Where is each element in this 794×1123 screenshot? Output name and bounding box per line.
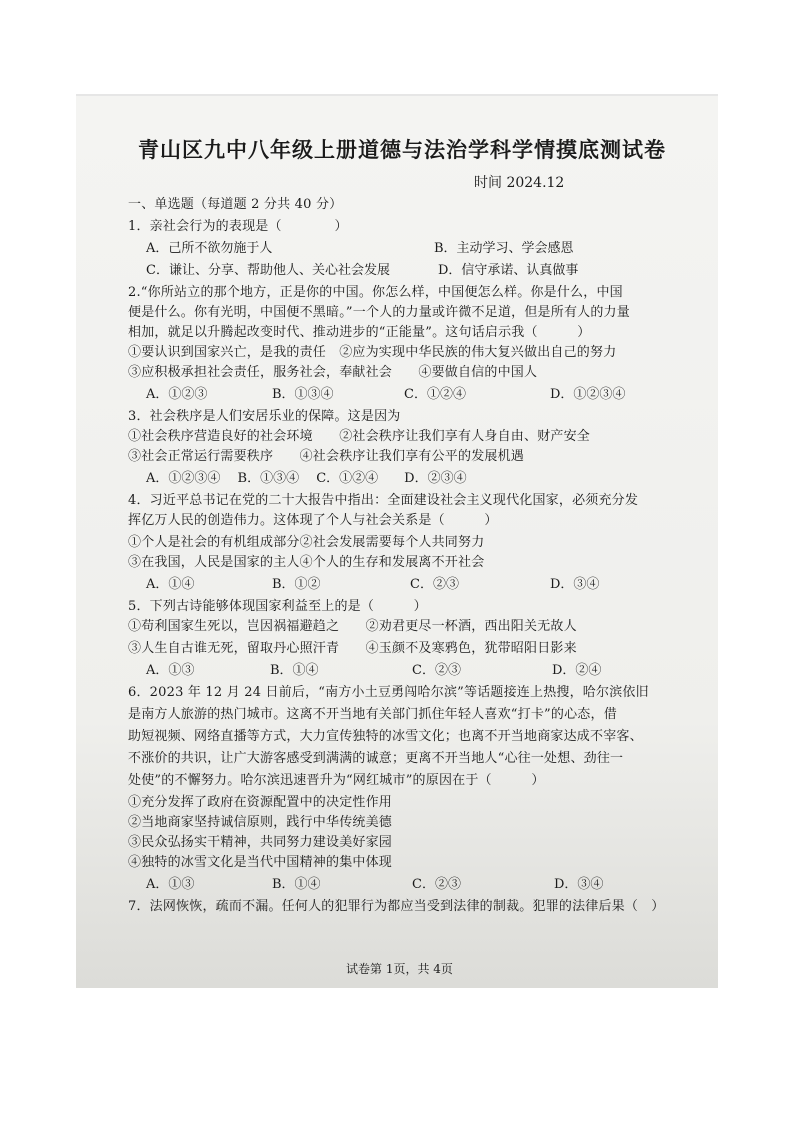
q4-statement-1: ①个人是社会的有机组成部分②社会发展需要每个人共同努力 bbox=[128, 535, 485, 550]
q6-option-b: B．①④ bbox=[272, 877, 321, 892]
section-heading: 一、单选题（每道题 2 分共 40 分） bbox=[128, 197, 343, 212]
q6-line-4: 不涨价的共识，让广大游客感受到满满的诚意；更离不开当地人“心往一处想、劲往一 bbox=[128, 751, 624, 766]
q1-option-c: C．谦让、分享、帮助他人、关心社会发展 bbox=[146, 263, 390, 278]
q6-option-c: C．②③ bbox=[412, 877, 461, 892]
q4-statement-2: ③在我国，人民是国家的主人④个人的生存和发展离不开社会 bbox=[128, 555, 485, 570]
q6-line-1: 6．2023 年 12 月 24 日前后，“南方小土豆勇闯哈尔滨”等话题接连上热搜，哈尔滨依旧 bbox=[128, 685, 649, 700]
q4-line-1: 4．习近平总书记在党的二十大报告中指出：全面建设社会主义现代化国家，必须充分发 bbox=[128, 493, 639, 508]
q2-line-3: 相加，就足以升腾起改变时代、推动进步的“正能量”。这句话启示我（ ） bbox=[128, 325, 591, 340]
q7-stem: 7．法网恢恢，疏而不漏。任何人的犯罪行为都应当受到法律的制裁。犯罪的法律后果（ ） bbox=[128, 899, 665, 914]
q3-statement-2: ③社会正常运行需要秩序 ④社会秩序让我们享有公平的发展机遇 bbox=[128, 449, 525, 464]
q6-line-3: 助短视频、网络直播等方式，大力宣传独特的冰雪文化；也离不开当地商家达成不宰客、 bbox=[128, 729, 643, 744]
q4-option-a: A．①④ bbox=[146, 577, 195, 592]
q1-option-b: B．主动学习、学会感恩 bbox=[434, 241, 574, 256]
page-footer: 试卷第 1页，共 4页 bbox=[346, 962, 453, 976]
q1-stem: 1．亲社会行为的表现是（ ） bbox=[128, 219, 348, 234]
q3-stem: 3．社会秩序是人们安居乐业的保障。这是因为 bbox=[128, 409, 401, 424]
q5-option-b: B．①④ bbox=[270, 663, 319, 678]
q4-line-2: 挥亿万人民的创造伟力。这体现了个人与社会关系是（ ） bbox=[128, 513, 498, 528]
q5-statement-2: ③人生自古谁无死，留取丹心照汗青 ④玉颜不及寒鸦色，犹带昭阳日影来 bbox=[128, 641, 577, 656]
q2-statement-1: ①要认识到国家兴亡，是我的责任 ②应为实现中华民族的伟大复兴做出自己的努力 bbox=[128, 345, 617, 360]
q1-option-d: D．信守承诺、认真做事 bbox=[438, 263, 579, 278]
q5-option-a: A．①③ bbox=[146, 663, 195, 678]
q2-option-b: B．①③④ bbox=[272, 387, 334, 402]
q3-statement-1: ①社会秩序营造良好的社会环境 ②社会秩序让我们享有人身自由、财产安全 bbox=[128, 429, 591, 444]
q4-option-b: B．①② bbox=[272, 577, 321, 592]
exam-title: 青山区九中八年级上册道德与法治学科学情摸底测试卷 bbox=[138, 137, 666, 162]
q6-statement-3: ③民众弘扬实干精神，共同努力建设美好家园 bbox=[128, 835, 393, 850]
q5-stem: 5．下列古诗能够体现国家利益至上的是（ ） bbox=[128, 599, 427, 614]
q6-statement-2: ②当地商家坚持诚信原则，践行中华传统美德 bbox=[128, 815, 393, 830]
q2-statement-2: ③应积极承担社会责任，服务社会，奉献社会 ④要做自信的中国人 bbox=[128, 365, 538, 380]
q5-statement-1: ①苟利国家生死以，岂因祸福避趋之 ②劝君更尽一杯酒，西出阳关无故人 bbox=[128, 619, 577, 634]
q1-option-a: A．己所不欲勿施于人 bbox=[146, 241, 273, 256]
q3-options: A．①②③④ B．①③④ C．①②④ D．②③④ bbox=[146, 471, 467, 486]
q5-option-d: D．②④ bbox=[552, 663, 602, 678]
q2-option-a: A．①②③ bbox=[146, 387, 208, 402]
q4-option-d: D．③④ bbox=[550, 577, 600, 592]
q6-option-d: D．③④ bbox=[554, 877, 604, 892]
q6-statement-1: ①充分发挥了政府在资源配置中的决定性作用 bbox=[128, 795, 393, 810]
q2-option-d: D．①②③④ bbox=[550, 387, 626, 402]
q2-line-1: 2.“你所站立的那个地方，正是你的中国。你怎么样，中国便怎么样。你是什么，中国 bbox=[128, 285, 623, 300]
q6-line-5: 处使”的不懈努力。哈尔滨迅速晋升为“网红城市”的原因在于（ ） bbox=[128, 773, 545, 788]
q2-option-c: C．①②④ bbox=[404, 387, 466, 402]
exam-date: 时间 2024.12 bbox=[474, 175, 565, 191]
q2-line-2: 便是什么。你有光明，中国便不黑暗。”一个人的力量或许微不足道，但是所有人的力量 bbox=[128, 305, 630, 320]
q6-option-a: A．①③ bbox=[146, 877, 195, 892]
q5-option-c: C．②③ bbox=[412, 663, 461, 678]
q6-statement-4: ④独特的冰雪文化是当代中国精神的集中体现 bbox=[128, 855, 393, 870]
q6-line-2: 是南方人旅游的热门城市。这离不开当地有关部门抓住年轻人喜欢“打卡”的心态，借 bbox=[128, 707, 617, 722]
q4-option-c: C．②③ bbox=[410, 577, 459, 592]
